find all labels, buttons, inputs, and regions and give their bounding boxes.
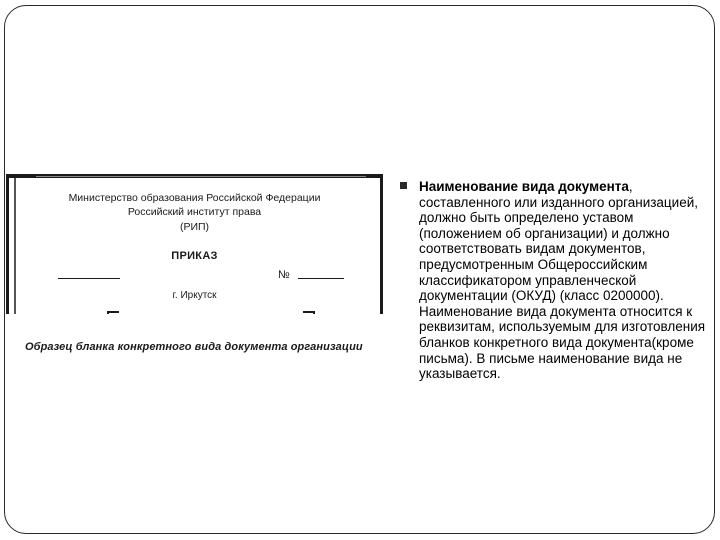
bullet-marker: [400, 182, 407, 189]
form-sample-image: [6, 174, 383, 314]
form-abbreviation: (РИП): [179, 221, 210, 233]
bullet-body: , составленного или изданного организацией, должно быть определено уставом (положением об организации) и должно соответствовать видам документов, предусмотренным Общероссийским классификатором управленческой документации (ОКУД) (класс 0200000). Наименование вида документа относится к реквизитам, используемым для изготовления бланков конкретного вида документа(кроме письма). В письме наименование вида не указывается.: [419, 179, 706, 382]
form-date-line: [58, 278, 120, 279]
form-number-sign: №: [278, 269, 290, 281]
scan-line: [36, 176, 366, 177]
form-corner-right: [303, 311, 315, 314]
form-institute: Российский институт права: [127, 206, 262, 218]
form-ministry: Министерство образования Российской Федерации: [68, 192, 321, 204]
form-number-line: [298, 278, 344, 279]
bullet-paragraph: [419, 179, 709, 382]
bullet-lead: Наименование вида документа: [419, 179, 629, 194]
form-corner-left: [107, 311, 119, 314]
form-doc-type: ПРИКАЗ: [171, 250, 218, 262]
form-city: г. Иркутск: [172, 290, 217, 301]
figure-caption: Образец бланка конкретного вида документа организации: [25, 341, 363, 353]
